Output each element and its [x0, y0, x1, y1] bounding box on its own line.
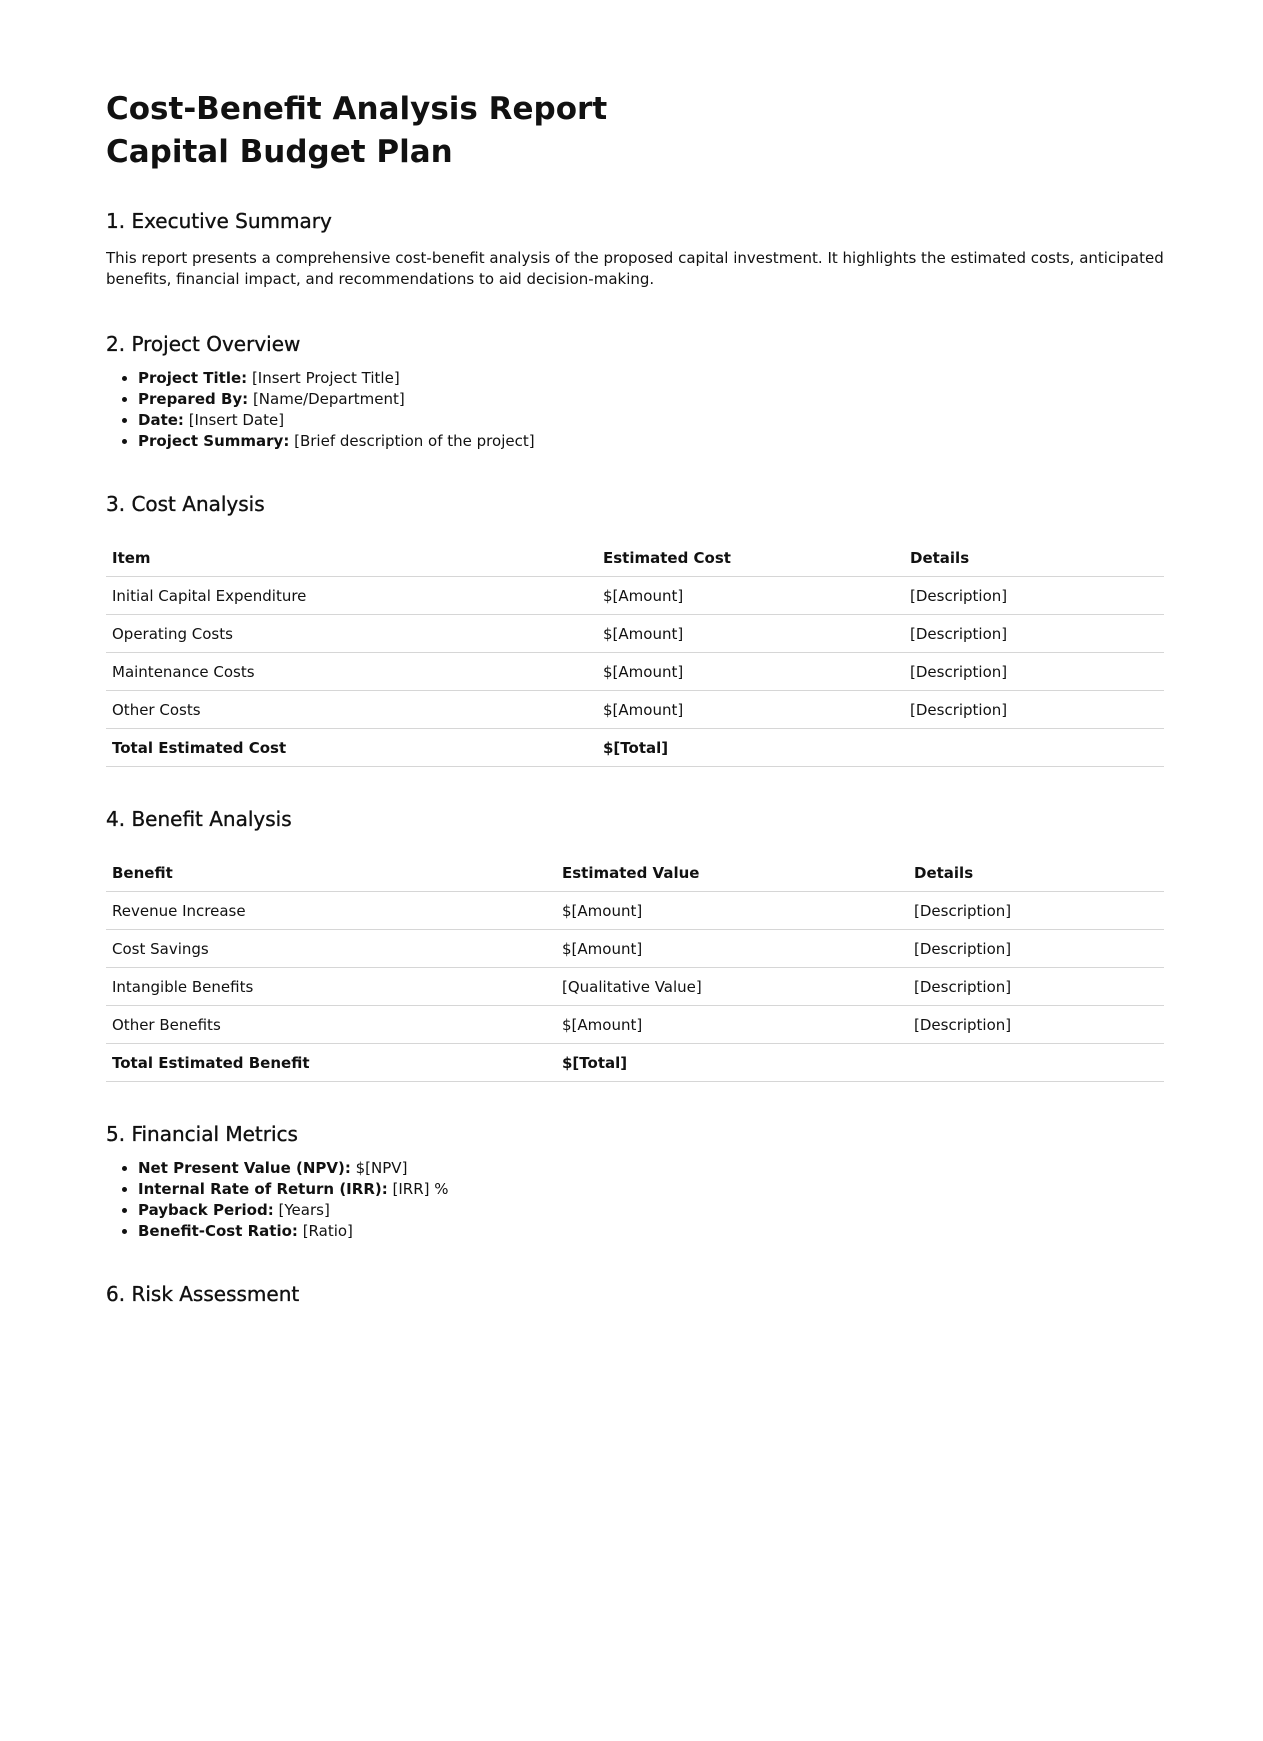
item-label: Benefit-Cost Ratio:	[138, 1222, 298, 1240]
table-cell: Revenue Increase	[106, 892, 556, 930]
report-page	[106, 0, 1164, 1312]
table-cell: $[Amount]	[556, 930, 908, 968]
table-cell: $[Amount]	[597, 577, 904, 615]
cost-analysis-table	[106, 539, 1164, 767]
table-cell: $[Amount]	[597, 615, 904, 653]
table-cell: [Description]	[904, 691, 1164, 729]
report-title-line-2: Capital Budget Plan	[106, 134, 453, 170]
table-row	[106, 1006, 1164, 1044]
item-value: [IRR] %	[392, 1180, 449, 1198]
item-value: [Years]	[278, 1201, 330, 1219]
item-value: [Insert Project Title]	[251, 369, 400, 387]
total-details	[908, 1044, 1164, 1082]
item-label: Date:	[138, 411, 184, 429]
item-label: Net Present Value (NPV):	[138, 1159, 351, 1177]
table-cell: Maintenance Costs	[106, 653, 597, 691]
table-row	[106, 892, 1164, 930]
report-title	[106, 88, 1164, 174]
table-cell: Other Costs	[106, 691, 597, 729]
table-cell: Initial Capital Expenditure	[106, 577, 597, 615]
table-header-row	[106, 539, 1164, 577]
table-cell: $[Amount]	[556, 892, 908, 930]
table-row	[106, 968, 1164, 1006]
table-cell: Other Benefits	[106, 1006, 556, 1044]
table-cell: $[Amount]	[556, 1006, 908, 1044]
total-label: Total Estimated Cost	[106, 729, 597, 767]
item-value: [Brief description of the project]	[294, 432, 535, 450]
item-label: Internal Rate of Return (IRR):	[138, 1180, 388, 1198]
risk-assessment-section	[106, 1280, 1164, 1308]
table-row	[106, 653, 1164, 691]
list-item	[138, 1158, 1164, 1179]
benefit-analysis-table	[106, 854, 1164, 1082]
list-item	[138, 389, 1164, 410]
table-cell: [Description]	[908, 892, 1164, 930]
financial-metrics-list	[106, 1158, 1164, 1242]
table-total-row	[106, 729, 1164, 767]
list-item	[138, 431, 1164, 452]
table-cell: [Description]	[908, 930, 1164, 968]
column-header-details: Details	[908, 854, 1164, 892]
total-label: Total Estimated Benefit	[106, 1044, 556, 1082]
table-total-row	[106, 1044, 1164, 1082]
table-cell: [Description]	[904, 577, 1164, 615]
table-row	[106, 577, 1164, 615]
cost-analysis-section	[106, 490, 1164, 767]
table-cell: [Qualitative Value]	[556, 968, 908, 1006]
list-item	[138, 1200, 1164, 1221]
project-overview-section	[106, 330, 1164, 452]
list-item	[138, 410, 1164, 431]
table-cell: Intangible Benefits	[106, 968, 556, 1006]
item-label: Prepared By:	[138, 390, 249, 408]
table-cell: Cost Savings	[106, 930, 556, 968]
financial-metrics-section	[106, 1120, 1164, 1242]
report-title-line-1: Cost-Benefit Analysis Report	[106, 91, 608, 127]
benefit-analysis-section	[106, 805, 1164, 1082]
item-value: $[NPV]	[355, 1159, 408, 1177]
table-header-row	[106, 854, 1164, 892]
table-cell: [Description]	[904, 615, 1164, 653]
item-label: Project Title:	[138, 369, 248, 387]
table-cell: [Description]	[908, 968, 1164, 1006]
list-item	[138, 1221, 1164, 1242]
column-header-benefit: Benefit	[106, 854, 556, 892]
item-label: Payback Period:	[138, 1201, 274, 1219]
column-header-estimated-cost: Estimated Cost	[597, 539, 904, 577]
list-item	[138, 368, 1164, 389]
executive-summary-heading: 1. Executive Summary	[106, 209, 332, 233]
item-label: Project Summary:	[138, 432, 290, 450]
executive-summary-section	[106, 207, 1164, 290]
total-value: $[Total]	[556, 1044, 908, 1082]
table-cell: $[Amount]	[597, 653, 904, 691]
cost-analysis-heading: 3. Cost Analysis	[106, 492, 265, 516]
table-row	[106, 615, 1164, 653]
total-details	[904, 729, 1164, 767]
executive-summary-text: This report presents a comprehensive cost-benefit analysis of the proposed capital investment. It highlights the estimated costs, anticipated benefits, financial impact, and recommendations to aid decision-making.	[106, 249, 1164, 288]
project-overview-heading: 2. Project Overview	[106, 332, 301, 356]
item-value: [Name/Department]	[252, 390, 405, 408]
column-header-item: Item	[106, 539, 597, 577]
table-row	[106, 691, 1164, 729]
table-cell: Operating Costs	[106, 615, 597, 653]
benefit-analysis-heading: 4. Benefit Analysis	[106, 807, 292, 831]
table-row	[106, 930, 1164, 968]
financial-metrics-heading: 5. Financial Metrics	[106, 1122, 298, 1146]
risk-assessment-heading: 6. Risk Assessment	[106, 1282, 300, 1306]
item-value: [Ratio]	[302, 1222, 353, 1240]
list-item	[138, 1179, 1164, 1200]
table-cell: $[Amount]	[597, 691, 904, 729]
column-header-details: Details	[904, 539, 1164, 577]
table-cell: [Description]	[908, 1006, 1164, 1044]
table-cell: [Description]	[904, 653, 1164, 691]
total-value: $[Total]	[597, 729, 904, 767]
project-overview-list	[106, 368, 1164, 452]
column-header-estimated-value: Estimated Value	[556, 854, 908, 892]
item-value: [Insert Date]	[188, 411, 285, 429]
